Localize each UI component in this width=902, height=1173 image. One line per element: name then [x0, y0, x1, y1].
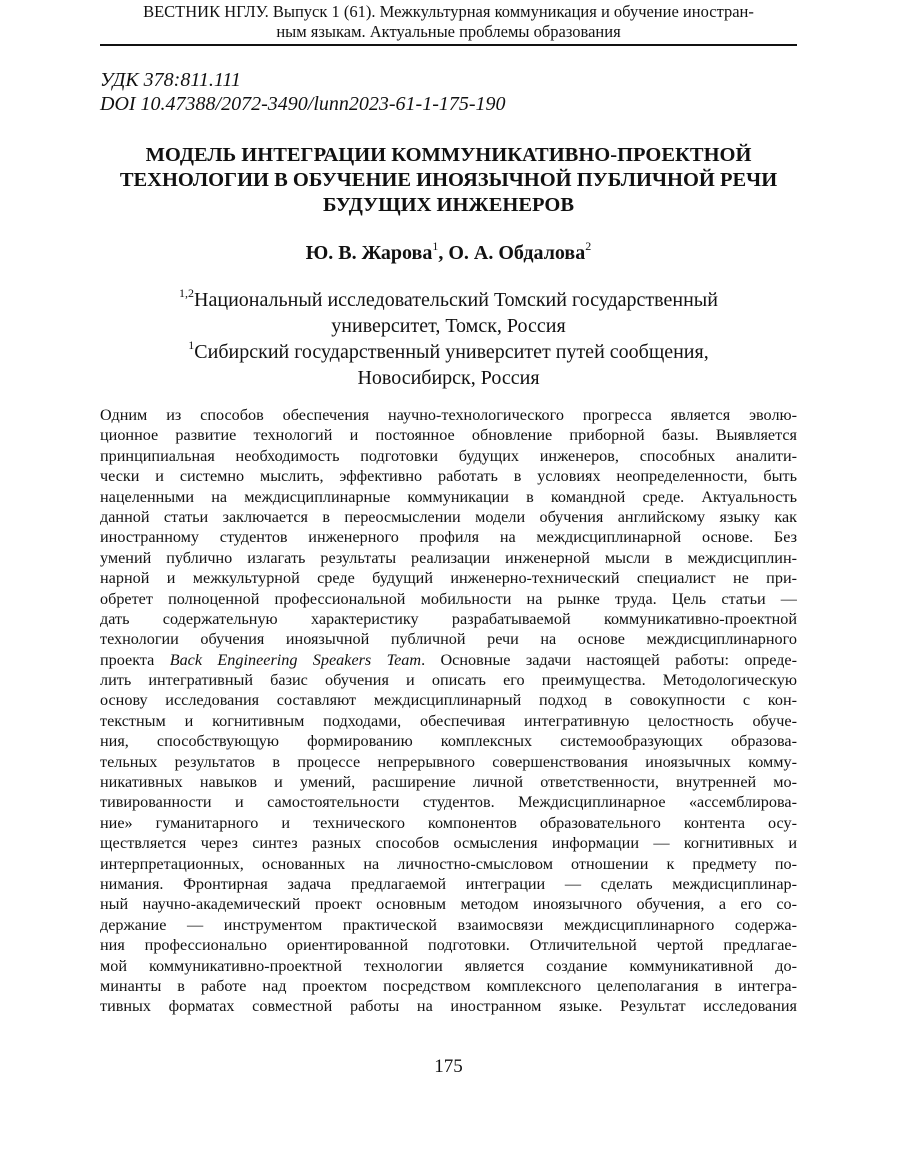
abstract-line: лить интегративный базис обучения и описать его преимущества. Методологическую [100, 671, 797, 690]
author-affiliation-marker: 1 [432, 239, 439, 253]
title-line-3: БУДУЩИХ ИНЖЕНЕРОВ [322, 194, 575, 216]
abstract-line: принципиальная необходимость подготовки будущих инженеров, способных аналити- [100, 446, 797, 465]
abstract-text [100, 405, 797, 1017]
author-separator: , [438, 242, 449, 264]
udc-code: УДК 378:811.111 [100, 69, 241, 91]
abstract-line: ционное развитие технологий и постоянное обновление приборной базы. Выявляется [100, 426, 797, 445]
affiliation-line: университет, Томск, Россия [331, 315, 566, 337]
running-head-line-2: ным языкам. Актуальные проблемы образования [276, 22, 621, 41]
article-identifiers [100, 68, 506, 116]
affiliation-line: $^1$Сибирский государственный университет путей сообщения, [188, 338, 709, 363]
journal-running-head [100, 2, 797, 42]
abstract-line: ния профессионально ориентированной подготовки. Отличительной чертой предлагае- [100, 936, 797, 955]
author-affiliation-marker: 2 [585, 239, 592, 253]
header-divider [100, 44, 797, 46]
abstract-line: держание — инструментом практической взаимосвязи междисциплинарного содержа- [100, 915, 797, 934]
author-list [100, 240, 797, 266]
affiliation-line: Новосибирск, Россия [357, 367, 540, 389]
abstract-line: умений публично излагать результаты реализации инженерной мысли в междисциплин- [100, 548, 797, 567]
abstract-line: технологии обучения иноязычной публичной речи на основе междисциплинарного [100, 630, 797, 649]
author-name: Ю. В. Жарова [305, 242, 433, 264]
abstract-line: текстным и когнитивным подходами, обеспечивая интегративную целостность обуче- [100, 711, 797, 730]
abstract-line: нарной и межкультурной среде будущий инженерно-технический специалист не при- [100, 569, 797, 588]
abstract-line: нимания. Фронтирная задача предлагаемой интеграции — сделать междисциплинар- [100, 874, 797, 893]
abstract-line: проекта Back Engineering Speakers Team. Основные задачи настоящей работы: опреде- [100, 650, 797, 669]
abstract-line: основу исследования составляют междисциплинарный подход в совокупности с кон- [100, 691, 797, 710]
running-head-line-1: ВЕСТНИК НГЛУ. Выпуск 1 (61). Межкультурная коммуникация и обучение иностран- [143, 2, 754, 21]
title-line-1: МОДЕЛЬ ИНТЕГРАЦИИ КОММУНИКАТИВНО-ПРОЕКТНОЙ [145, 144, 752, 166]
abstract-line: ный научно-академический проект основным методом иноязычного обучения, а его со- [100, 895, 797, 914]
abstract-line: мой коммуникативно-проектной технологии является создание коммуникативной до- [100, 956, 797, 975]
affiliation-line: $^{1,2}$Национальный исследовательский Томский государственный [179, 286, 718, 311]
author-name: О. А. Обдалова [448, 242, 586, 264]
abstract-line: ния, способствующую формированию комплексных системообразующих образова- [100, 732, 797, 751]
abstract-line: иностранному студентов инженерного профиля на междисциплинарной основе. Без [100, 528, 797, 547]
affiliation-marker: 1 [188, 338, 195, 352]
abstract-line: минанты в работе над проектом посредством комплексного целеполагания в интегра- [100, 976, 797, 995]
abstract-line: ние» гуманитарного и технического компонентов образовательного контента осу- [100, 813, 797, 832]
abstract-line: тельных результатов в процессе непрерывного совершенствования иноязычных комму- [100, 752, 797, 771]
title-line-2: ТЕХНОЛОГИИ В ОБУЧЕНИЕ ИНОЯЗЫЧНОЙ ПУБЛИЧНОЙ РЕЧИ [119, 169, 778, 191]
abstract-line: нацеленными на междисциплинарные коммуникации в командной среде. Актуальность [100, 487, 797, 506]
page-number: 175 [434, 1056, 463, 1077]
abstract-line: чески и системно мыслить, эффективно работать в условиях неопределенности, быть [100, 467, 797, 486]
abstract-line: дать содержательную характеристику разрабатываемой коммуникативно-проектной [100, 609, 797, 628]
doi-code: DOI 10.47388/2072-3490/lunn2023-61-1-175-190 [100, 93, 506, 115]
affiliations [100, 287, 797, 391]
abstract-line: тивированности и самостоятельности студентов. Междисциплинарное «ассемблирова- [100, 793, 797, 812]
project-name: Back Engineering Speakers Team [169, 650, 422, 669]
abstract-line: обретет полноценной профессиональной мобильности на рынке труда. Цель статьи — [100, 589, 797, 608]
abstract-line: ществляется через синтез разных способов осмысления информации — когнитивных и [100, 834, 797, 853]
abstract-line: тивных форматах совместной работы на иностранном языке. Результат исследования [100, 997, 797, 1016]
abstract-line: данной статьи заключается в переосмыслении модели обучения английскому языку как [100, 507, 797, 526]
abstract-line: интерпретационных, основанных на личностно-смысловом отношении к предмету по- [100, 854, 797, 873]
abstract-line: никативных навыков и умений, расширение личной ответственности, внутренней мо- [100, 773, 797, 792]
affiliation-marker: 1,2 [179, 286, 195, 300]
article-title [100, 143, 797, 218]
abstract-line: Одним из способов обеспечения научно-технологического прогресса является эволю- [100, 406, 797, 424]
